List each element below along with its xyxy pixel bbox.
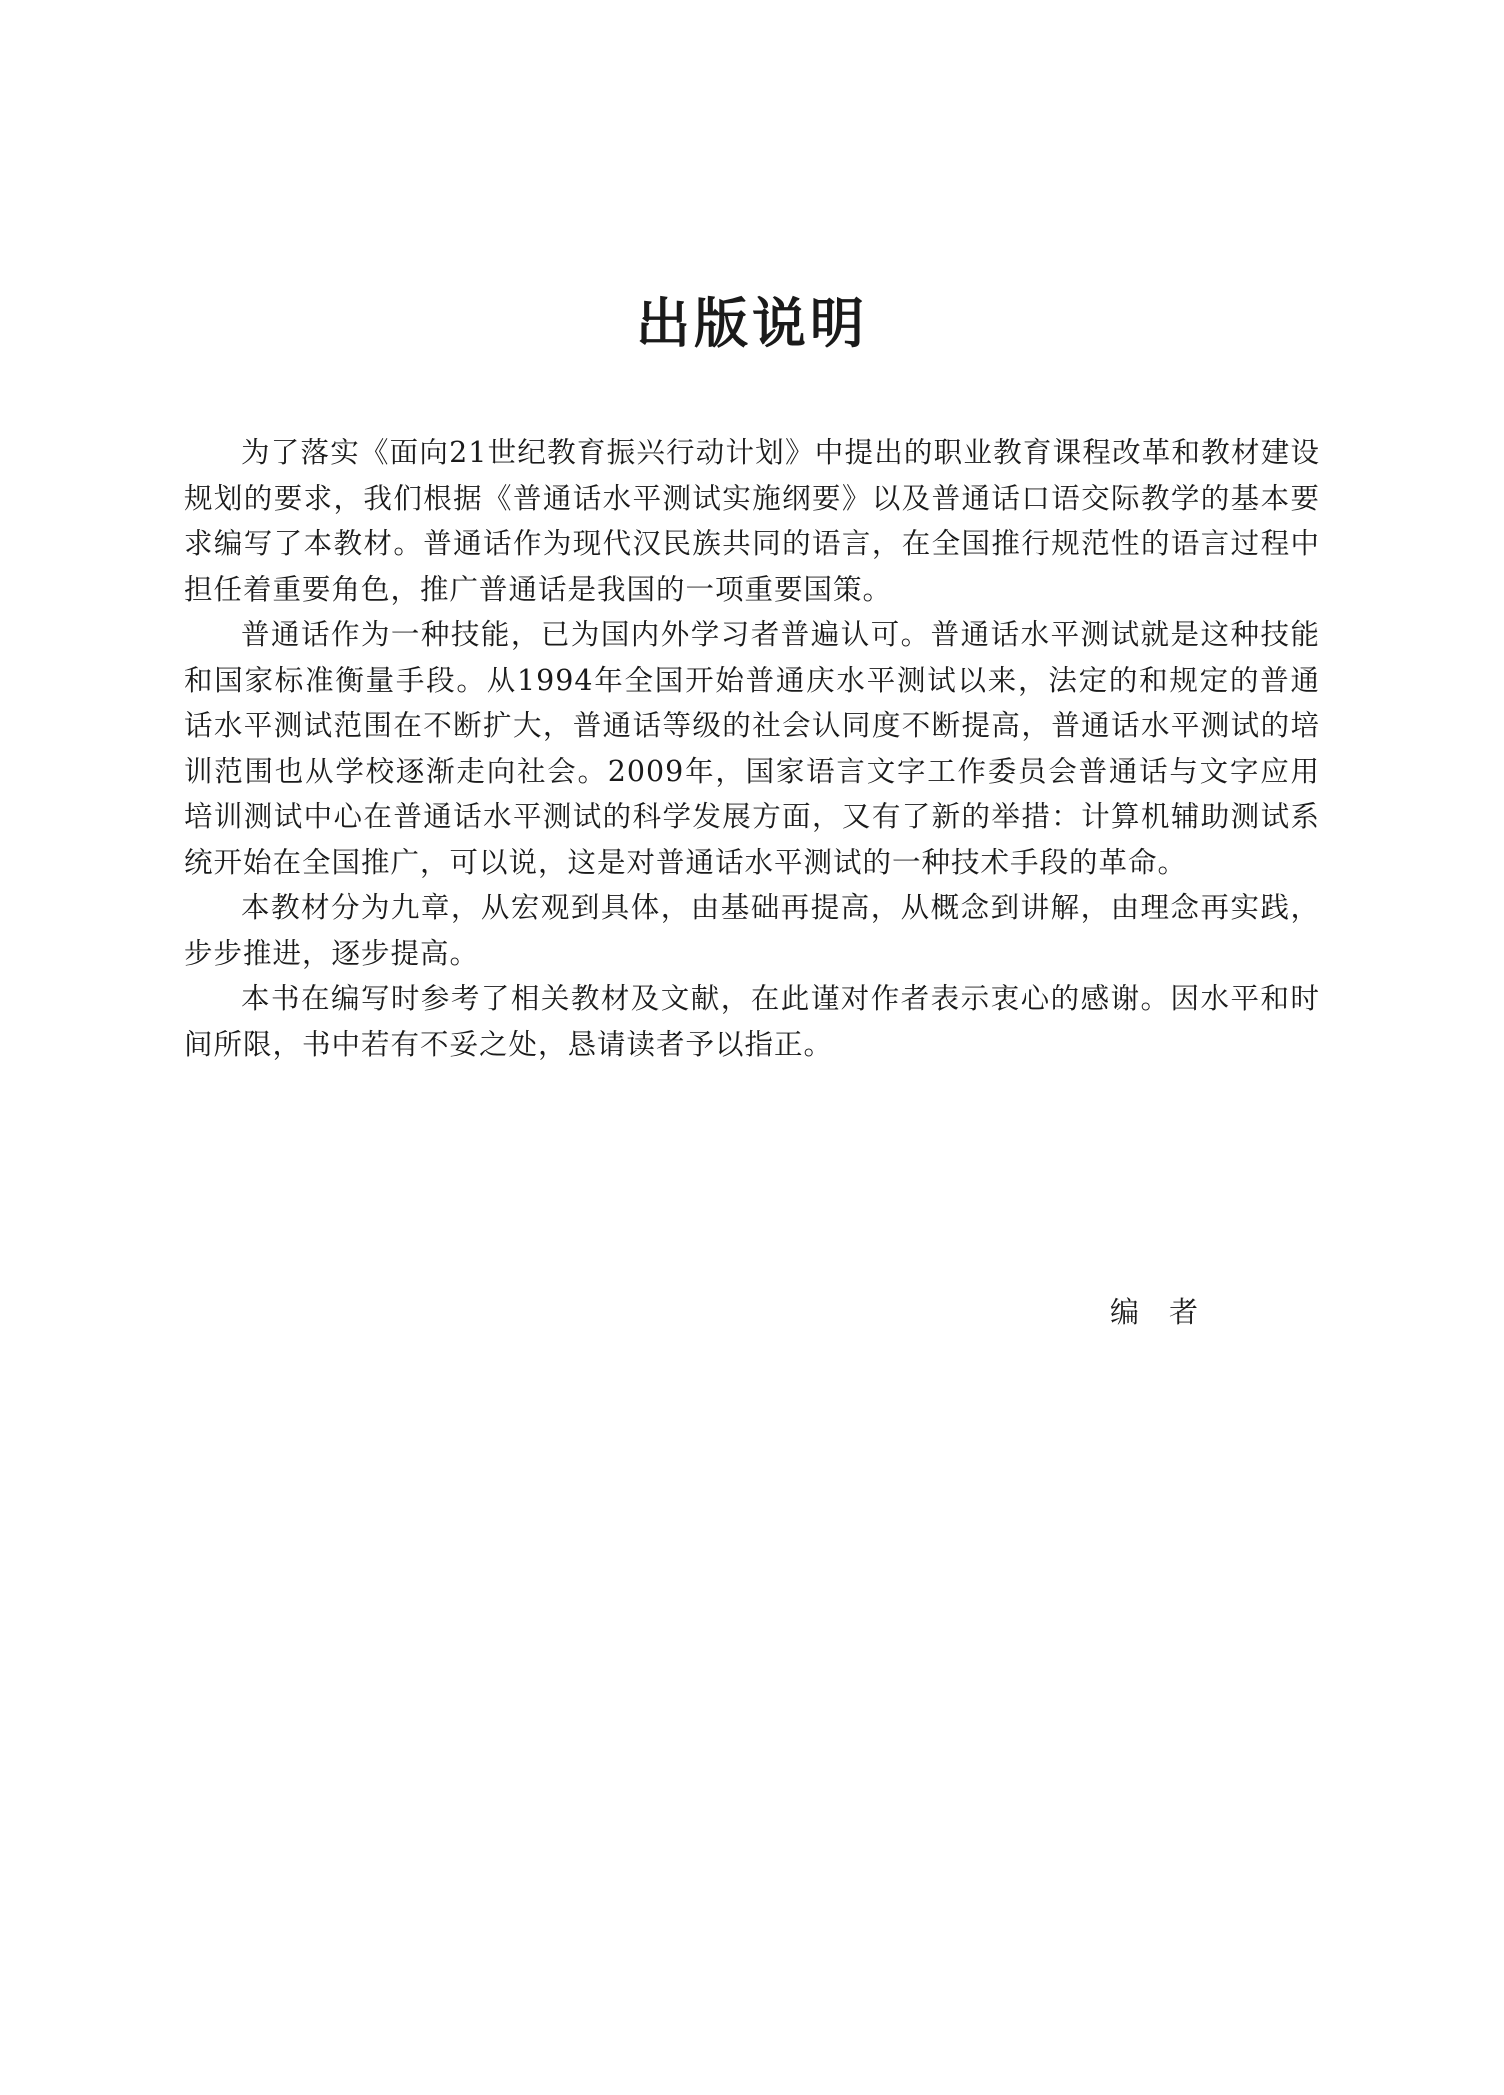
author-signature: 编者 (1110, 1295, 1229, 1329)
paragraph-2: 普通话作为一种技能，已为国内外学习者普遍认可。普通话水平测试就是这种技能和国家标准衡量手段。从1994年全国开始普通庆水平测试以来，法定的和规定的普通话水平测试范围在不断扩大，普通话等级的社会认同度不断提高，普通话水平测试的培训范围也从学校逐渐走向社会。2009年，国家语言文字工作委员会普通话与文字应用培训测试中心在普通话水平测试的科学发展方面，又有了新的举措：计算机辅助测试系统开始在全国推广，可以说，这是对普通话水平测试的一种技术手段的革命。 (184, 618, 1320, 879)
preface-body (184, 430, 1320, 1067)
paragraph-4: 本书在编写时参考了相关教材及文献，在此谨对作者表示衷心的感谢。因水平和时间所限，书中若有不妥之处，恳请读者予以指正。 (184, 982, 1320, 1061)
paragraph-3: 本教材分为九章，从宏观到具体，由基础再提高，从概念到讲解，由理念再实践，步步推进，逐步提高。 (184, 891, 1320, 970)
page-title: 出版说明 (636, 291, 868, 355)
paragraph-1: 为了落实《面向21世纪教育振兴行动计划》中提出的职业教育课程改革和教材建设规划的要求，我们根据《普通话水平测试实施纲要》以及普通话口语交际教学的基本要求编写了本教材。普通话作为现代汉民族共同的语言，在全国推行规范性的语言过程中担任着重要角色，推广普通话是我国的一项重要国策。 (184, 436, 1320, 606)
